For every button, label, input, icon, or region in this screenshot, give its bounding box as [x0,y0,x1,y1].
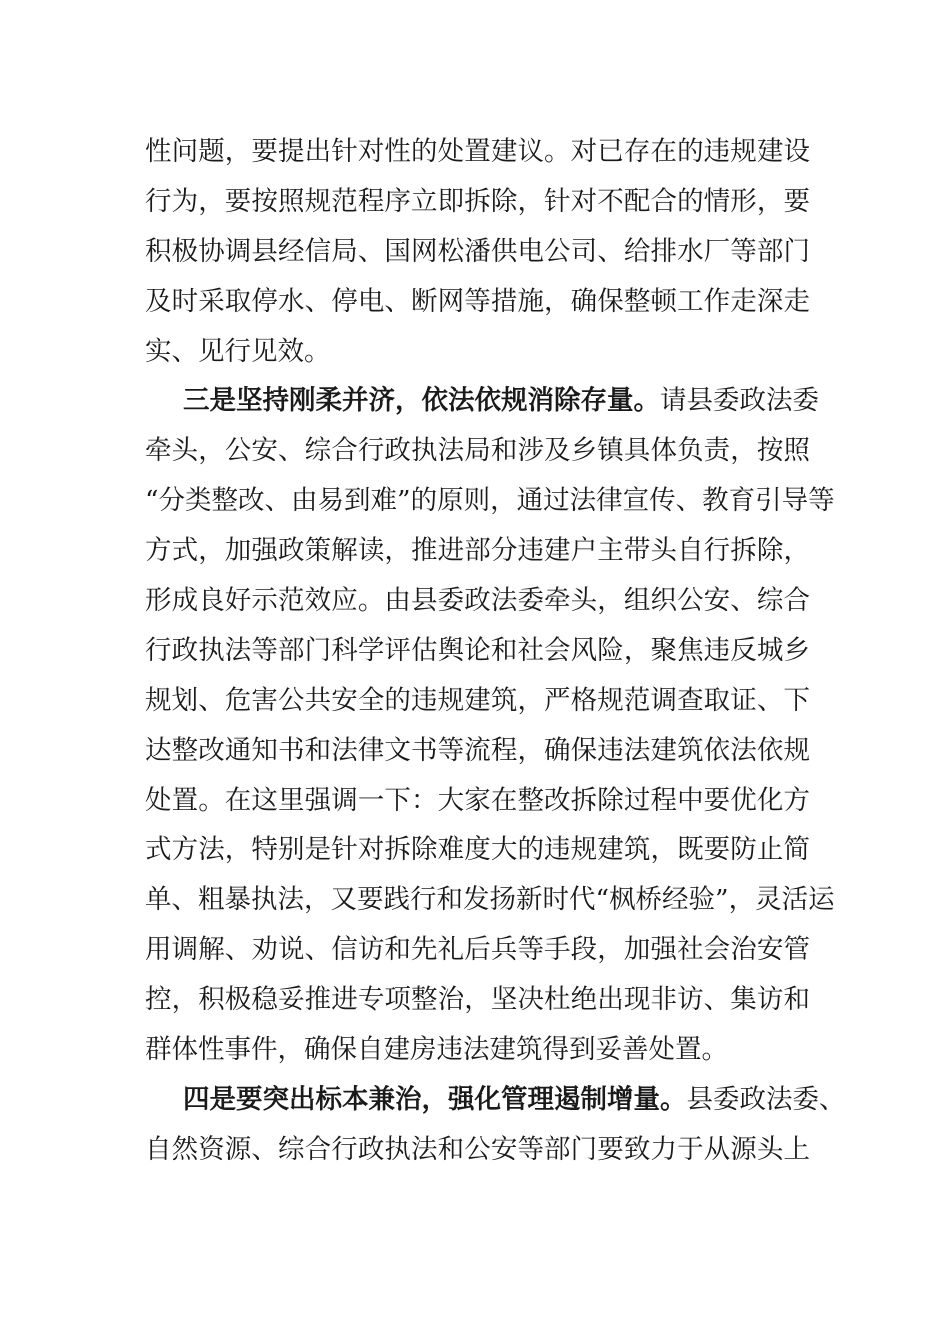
text-line: 规划、危害公共安全的违规建筑，严格规范调查取证、下 [145,684,810,716]
text-line: 群体性事件，确保自建房违法建筑得到妥善处置。 [145,1034,728,1066]
text-line: 行为，要按照规范程序立即拆除，针对不配合的情形，要 [145,185,810,217]
text-line: 式方法，特别是针对拆除难度大的违规建筑，既要防止简 [145,834,810,866]
text-line: 性问题，要提出针对性的处置建议。对已存在的违规建设 [145,136,810,167]
document-body [145,127,846,1175]
paragraph-heading: 三是坚持刚柔并济，依法依规消除存量。 [183,385,660,417]
paragraph-2 [145,376,835,1074]
text-line: 形成良好示范效应。由县委政法委牵头，组织公安、综合 [145,585,810,617]
text-line: 行政执法等部门科学评估舆论和社会风险，聚焦违反城乡 [145,634,810,666]
text-line: 积极协调县经信局、国网松潘供电公司、给排水厂等部门 [145,235,810,267]
text-line: 用调解、劝说、信访和先礼后兵等手段，加强社会治安管 [145,934,810,966]
text-line: 实、见行见效。 [145,335,331,367]
text-run: 县委政法委、 [686,1083,846,1115]
text-line [145,1075,846,1125]
paragraph-1 [145,127,810,376]
text-line: 处置。在这里强调一下：大家在整改拆除过程中要优化方 [145,784,810,816]
text-line: 方式，加强政策解读，推进部分违建户主带头自行拆除， [145,535,810,567]
text-line: 达整改通知书和法律文书等流程，确保违法建筑依法依规 [145,734,810,766]
text-run: 请县委政法委 [660,385,819,417]
paragraph-3 [145,1075,846,1175]
text-line: 自然资源、综合行政执法和公安等部门要致力于从源头上 [145,1133,810,1165]
text-line: 及时采取停水、停电、断网等措施，确保整顿工作走深走 [145,285,810,317]
text-line: 控，积极稳妥推进专项整治，坚决杜绝出现非访、集访和 [145,984,810,1016]
text-line: “分类整改、由易到难”的原则，通过法律宣传、教育引导等 [145,485,835,517]
text-line: 单、粗暴执法，又要践行和发扬新时代“枫桥经验”，灵活运 [145,884,835,916]
paragraph-heading: 四是要突出标本兼治，强化管理遏制增量。 [183,1083,687,1115]
text-line [145,376,819,426]
text-line: 牵头，公安、综合行政执法局和涉及乡镇具体负责，按照 [145,435,810,467]
